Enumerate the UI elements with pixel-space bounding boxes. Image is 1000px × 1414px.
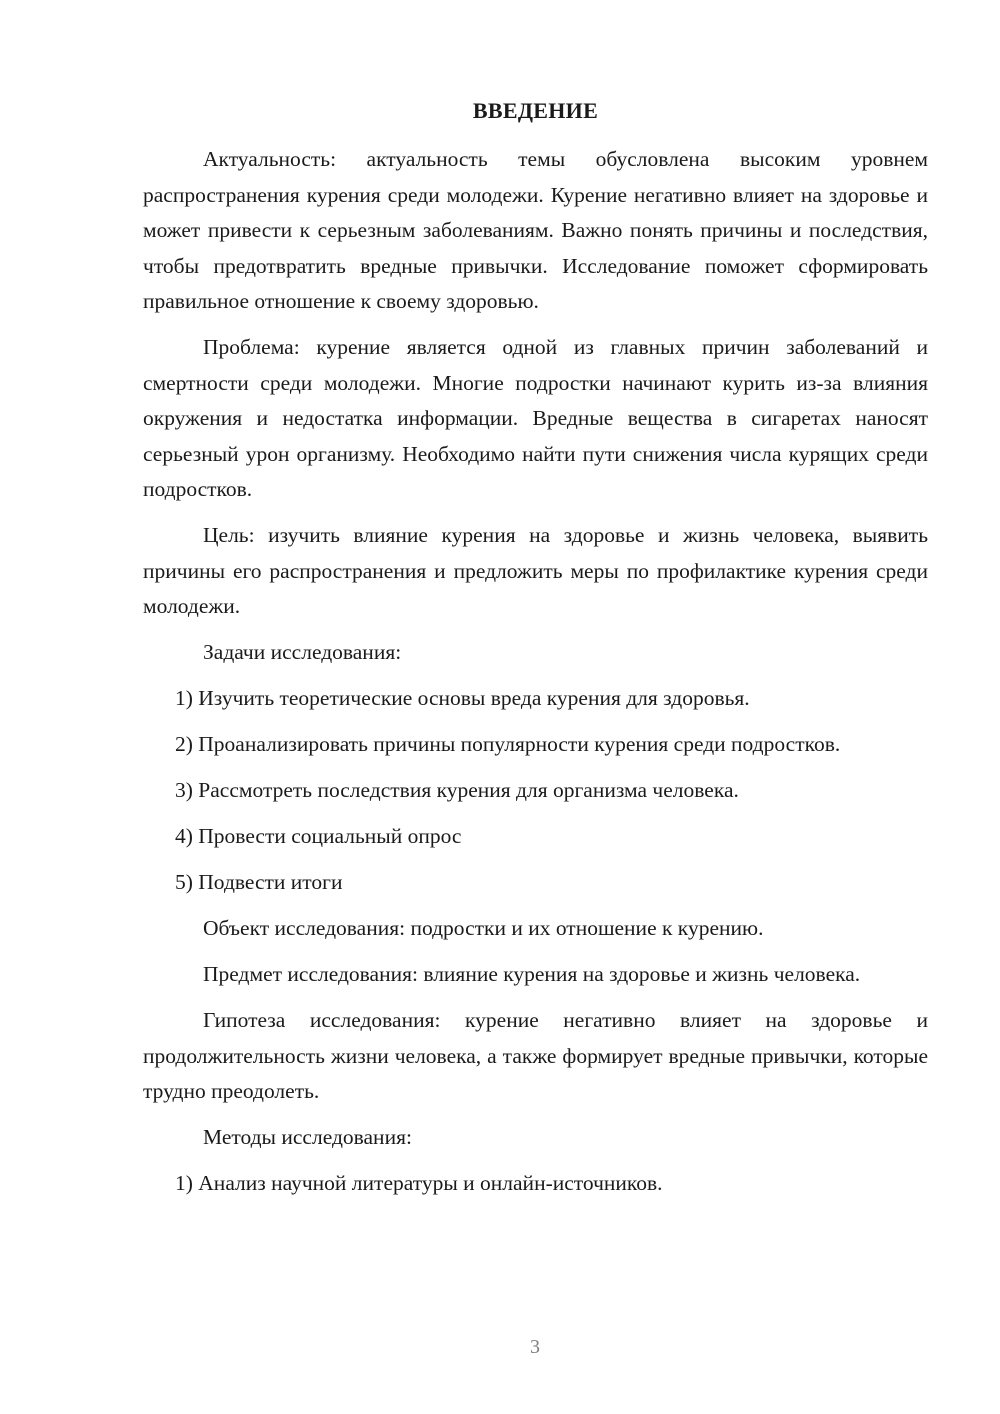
- paragraph-problem: Проблема: курение является одной из главных причин заболеваний и смертности среди молодежи. Многие подростки начинают курить из-за влияния окружения и недостатка информации. Вредные вещества в сигаретах наносят серьезный урон организму. Необходимо найти пути снижения числа курящих среди подростков.: [143, 335, 928, 501]
- page-body: [143, 142, 928, 1212]
- list-item-task-4: 4) Провести социальный опрос: [175, 824, 462, 848]
- paragraph-tasks-heading: Задачи исследования:: [203, 640, 402, 664]
- page-number: 3: [530, 1336, 540, 1358]
- paragraph-relevance: Актуальность: актуальность темы обусловлена высоким уровнем распространения курения среди молодежи. Курение негативно влияет на здоровье и может привести к серьезным заболеваниям. Важно понять причины и последствия, чтобы предотвратить вредные привычки. Исследование поможет сформировать правильное отношение к своему здоровью.: [143, 147, 928, 313]
- page-heading: ВВЕДЕНИЕ: [472, 98, 599, 123]
- paragraph-object: Объект исследования: подростки и их отношение к курению.: [203, 916, 764, 940]
- list-item-task-5: 5) Подвести итоги: [175, 870, 343, 894]
- list-item-task-1: 1) Изучить теоретические основы вреда курения для здоровья.: [175, 686, 750, 710]
- paragraph-subject: Предмет исследования: влияние курения на здоровье и жизнь человека.: [203, 962, 861, 986]
- paragraph-hypothesis: Гипотеза исследования: курение негативно влияет на здоровье и продолжительность жизни человека, а также формирует вредные привычки, которые трудно преодолеть.: [143, 1008, 928, 1103]
- paragraph-methods-heading: Методы исследования:: [203, 1125, 412, 1149]
- list-item-task-2: 2) Проанализировать причины популярности курения среди подростков.: [175, 732, 841, 756]
- paragraph-goal: Цель: изучить влияние курения на здоровье и жизнь человека, выявить причины его распространения и предложить меры по профилактике курения среди молодежи.: [143, 523, 928, 618]
- list-item-method-1: 1) Анализ научной литературы и онлайн-источников.: [175, 1171, 663, 1195]
- list-item-task-3: 3) Рассмотреть последствия курения для организма человека.: [175, 778, 739, 802]
